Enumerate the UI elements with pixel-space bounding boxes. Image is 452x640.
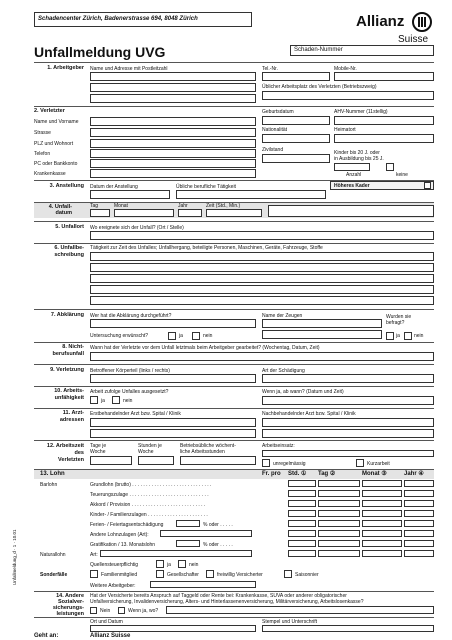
birthdate-field[interactable] [262,116,330,125]
s10-nein: nein [123,398,133,404]
s14-q2: Unfallversicherung, Invalidenversicherung, Alters- und Hinterlassenenversicherung, Militärversicherung, Arbeitslosenkasse? [90,599,364,605]
s14-label3: sicherungs- [52,605,84,611]
footer-to-label: Allianz Suisse [90,633,131,639]
civil-status-field[interactable] [262,154,330,163]
divider [34,386,434,387]
salary-cell[interactable] [288,490,316,497]
first-doctor-field-2[interactable] [90,429,256,438]
s12-label2: des [74,450,84,456]
s2-birth-label: Geburtsdatum [262,109,294,115]
claim-number-label: Schaden-Nummer [294,47,343,53]
accident-month-field[interactable] [114,209,174,217]
s11-label2: adressen [59,417,84,423]
s12-days1: Tage je [90,443,107,449]
salary-cell[interactable] [362,550,402,557]
s1-label: 1. Arbeitgeber [47,65,84,71]
accident-time-field[interactable] [206,209,262,217]
s1-mobile-label: Mobile-Nr. [334,66,357,72]
incapacity-no-checkbox[interactable] [112,396,120,404]
salary-cell[interactable] [362,490,402,497]
s2-children-label2: in Ausbildung bis 25 J. [334,156,384,162]
divider [34,221,434,222]
s12-short: Kurzarbeit [367,461,390,467]
divider [34,469,434,470]
s8-label2: berufsunfall [52,351,84,357]
salary-cell[interactable] [404,510,434,517]
s2-field-label: PLZ und Wohnort [34,141,74,147]
s13-special-label: Sonderfälle [40,572,68,578]
witness-field-2[interactable] [262,330,382,339]
s7-asked-ja: ja [396,333,400,339]
s13-row: Art: [90,552,98,558]
s2-civil-label: Zivilstand [262,147,284,153]
s12-plant1: Betriebsübliche wöchent- [180,443,236,449]
hours-per-week-field[interactable] [138,456,174,465]
s7-asked1: Wurden sie [386,314,412,320]
s10-when-label: Wenn ja, ab wann? (Datum und Zeit) [262,389,344,395]
s12-plant2: liche Arbeitsstunden [180,449,225,455]
salary-cell[interactable] [318,540,360,547]
s12-days2: Woche [90,449,106,455]
s12-label3: Verletzten [58,457,84,463]
s9-label: 9. Verletzung [50,367,84,373]
city-field[interactable] [90,139,256,148]
withholding-yes-checkbox[interactable] [156,560,164,568]
divider [34,342,434,343]
salary-cell[interactable] [404,530,434,537]
short-time-checkbox[interactable] [356,459,364,467]
employer-name-field-3[interactable] [90,94,256,103]
other-benefits-no-checkbox[interactable] [90,607,97,614]
voluntary-checkbox[interactable] [206,570,214,578]
investigator-field[interactable] [90,319,256,328]
witness-field-1[interactable] [262,319,382,328]
s3-job-label: Übliche berufliche Tätigkeit [176,184,236,190]
s13-ja: ja [167,562,171,568]
footer-place-label: Ort und Datum [90,619,123,625]
s13-col-year: Jahr ④ [404,471,424,477]
s7-asked-nein: nein [414,333,424,339]
salary-cell[interactable] [362,540,402,547]
s3-label: 3. Anstellung [49,183,84,189]
divider [34,106,434,107]
salary-cell[interactable] [318,520,360,527]
accident-year-field[interactable] [178,209,202,217]
salary-cell[interactable] [288,500,316,507]
salary-cell[interactable] [318,500,360,507]
name-field[interactable] [90,117,256,126]
salary-cell[interactable] [362,510,402,517]
place-date-field[interactable] [90,625,256,632]
street-field[interactable] [90,128,256,137]
s1-tel-label: Tel.-Nr. [262,66,278,72]
phone-field[interactable] [90,149,256,158]
s6-label2: schreibung [54,252,84,258]
exam-no-checkbox[interactable] [192,332,200,340]
children-count-field[interactable] [334,163,370,171]
s12-label1: 12. Arbeitszeit [46,443,84,449]
s13-bar-label: Barlohn [40,482,58,488]
s7-label: 7. Abklärung [50,312,84,318]
s13-row: Quellensteuerpflichtig [90,562,139,568]
s3-senior-label: Höheres Kader [334,183,370,189]
asked-no-checkbox[interactable] [404,332,412,340]
s14-label4: leistungen [56,611,84,617]
s14-label1: 14. Andere [56,593,84,599]
brand-sub: Suisse [398,34,429,45]
s13-vol: freiwillig Versicherter [217,572,263,578]
s13-natural-label: Naturallohn [40,552,66,558]
s10-question: Arbeit zufolge Unfalles ausgesetzt? [90,389,169,395]
withholding-no-checkbox[interactable] [178,560,186,568]
salary-cell[interactable] [404,480,434,487]
divider [34,62,434,63]
work-use-field[interactable] [262,450,434,457]
s13-row: Akkord / Provision . . . . . . . . . . . . . . . . . . . . . . . . . . . [90,502,206,508]
partner-checkbox[interactable] [156,570,164,578]
s13-fam: Familienmitglied [101,572,138,578]
vacation-percent-field[interactable] [176,520,200,527]
s7-question: Wer hat die Abklärung durchgeführt? [90,313,172,319]
s2-field-label: Strasse [34,130,51,136]
salary-cell[interactable] [288,510,316,517]
s2-field-label: Krankenkasse [34,171,66,177]
s13-row: Teuerungszulage . . . . . . . . . . . . . . . . . . . . . . . . . . . . . [90,492,209,498]
s13-nein: nein [189,562,199,568]
s13-col-day: Tag ② [318,471,336,477]
s2-none-label: keine [396,172,408,178]
s2-count-label: Anzahl [346,172,362,178]
divider [34,243,434,244]
s12-hours2: Woche [138,449,154,455]
s13-row: Grundlohn (brutto) . . . . . . . . . . . . . . . . . . . . . . . . . . . . . [90,482,212,488]
salary-cell[interactable] [318,510,360,517]
salary-cell[interactable] [288,520,316,527]
s13-col-month: Monat ③ [362,471,387,477]
brand-logo-text: Allianz [356,13,405,30]
s4-time-label: Zeit (Std., Min.) [206,203,241,209]
employer-name-field-1[interactable] [90,72,256,81]
incapacity-yes-checkbox[interactable] [90,396,98,404]
next-doctor-field-2[interactable] [262,429,434,438]
s9-part-label: Betroffener Körperteil (links / rechts) [90,368,170,374]
s13-row: Kinder- / Familienzulagen . . . . . . . . . . . . . . . . . . . . . . [90,512,208,518]
s2-ahv-label: AHV-Nummer (11stellig) [334,109,388,115]
salary-cell[interactable] [404,490,434,497]
salary-grid [262,480,434,580]
s13-row: Andere Lohnzulagen (Art): [90,532,149,538]
senior-management-checkbox[interactable] [424,182,431,189]
days-per-week-field[interactable] [90,456,132,465]
s4-label1: 4. Unfall- [48,204,72,210]
salary-cell[interactable] [318,480,360,487]
salary-cell[interactable] [404,500,434,507]
salary-cell[interactable] [288,480,316,487]
bonus-percent-field[interactable] [176,540,200,547]
s10-label2: unfähigkeit [54,395,84,401]
footer-sign-label: Stempel und Unterschrift [262,619,318,625]
description-field-2[interactable] [90,263,434,272]
s14-ja: Wenn ja, wo? [128,608,159,614]
description-field-5[interactable] [90,296,434,305]
s2-field-label: PC oder Bankkonto [34,161,78,167]
injury-type-field[interactable] [262,374,434,383]
brand-eagle-icon [412,12,432,32]
s7-wish-label: Untersuchung erwünscht? [90,333,149,339]
s13-label: 13. Lohn [40,471,65,477]
s10-ja: ja [101,398,105,404]
description-field-3[interactable] [90,274,434,283]
s14-label2: Sozialver- [58,599,84,605]
salary-cell[interactable] [288,550,316,557]
salary-cell[interactable] [318,550,360,557]
s5-question: Wo ereignete sich der Unfall? (Ort / Stelle) [90,225,184,231]
side-form-code: Unfallmeldung_d · 1 · 10.01 [12,529,17,585]
s3-since-label: Datum der Anstellung [90,184,138,190]
page-title: Unfallmeldung UVG [34,44,166,60]
s13-other: Weitere Arbeitgeber: [90,583,136,589]
body-part-field[interactable] [90,374,256,383]
s9-type-label: Art der Schädigung [262,368,305,374]
s13-seas: Saisonnier [295,572,319,578]
s13-row: Ferien- / Feiertagsentschädigung [90,522,164,528]
plant-hours-field[interactable] [180,456,256,465]
salary-cell[interactable] [318,530,360,537]
s1-usual-label: Üblicher Arbeitsplatz des Verletzten (Betriebszweig) [262,84,377,90]
accident-day-field[interactable] [90,209,110,217]
address-text: Schadencenter Zürich, Badenerstrasse 694, 8048 Zürich [38,16,198,22]
bank-field[interactable] [90,159,256,168]
hire-date-field[interactable] [90,190,170,199]
s2-field-label: Name und Vorname [34,119,79,125]
s14-nein: Nein [100,608,111,614]
divider [34,617,434,618]
s2-children-label: Kinder bis 20 J. oder [334,150,380,156]
s7-asked2: befragt? [386,320,405,326]
s2-label: 2. Verletzter [34,108,65,114]
asked-yes-checkbox[interactable] [386,332,394,340]
first-doctor-field-1[interactable] [90,418,256,427]
salary-cell[interactable] [318,490,360,497]
s13-row: Gratifikation / 13. Monatslohn [90,542,156,548]
s4-month-label: Monat [114,203,128,209]
incapacity-since-field[interactable] [262,396,434,405]
s11-first-label: Erstbehandelnder Arzt bzw. Spital / Klinik [90,411,181,417]
s4-day-label: Tag [90,203,99,209]
salary-cell[interactable] [288,530,316,537]
usual-workplace-field[interactable] [262,91,434,100]
signature-field[interactable] [262,625,434,632]
other-benefits-where-field[interactable] [166,606,434,614]
no-children-checkbox[interactable] [386,163,394,171]
s13-percent2: % oder . . . . . [203,542,233,548]
s14-q1: Hat der Versicherte bereits Anspruch auf Taggeld oder Rente bei: Krankenkasse, SUVA oder anderer obligatorischer [90,593,347,599]
divider [34,364,434,365]
s4-label2: datum [55,210,72,216]
employer-mobile-field[interactable] [334,72,434,81]
s13-col-hour: Std. ① [288,471,307,477]
s11-label1: 11. Arzt- [62,410,84,416]
salary-cell[interactable] [404,550,434,557]
family-member-checkbox[interactable] [90,570,98,578]
other-employer-field[interactable] [150,581,256,588]
salary-cell[interactable] [362,480,402,487]
s8-question: Wann hat der Verletzte vor dem Unfall letztmals beim Arbeitgeber gearbeitet? (Wochentag, Datum, Zeit) [90,345,320,351]
irregular-checkbox[interactable] [262,459,270,467]
s4-year-label: Jahr [178,203,188,209]
s8-label1: 8. Nicht- [62,344,84,350]
salary-cell[interactable] [362,520,402,527]
employer-tel-field[interactable] [262,72,330,81]
other-allowance-field[interactable] [160,530,252,537]
s6-question: Tätigkeit zur Zeit des Unfalles; Unfallhergang, beteiligte Personen, Maschinen, Geräte, Fahrzeuge, Stoffe [90,245,323,251]
s13-frpro: Fr. pro [262,471,281,477]
description-field-1[interactable] [90,252,434,261]
s2-nation-label: Nationalität [262,127,288,133]
salary-cell[interactable] [288,540,316,547]
usual-job-field[interactable] [176,190,326,199]
s13-percent: % oder . . . . . [203,522,233,528]
salary-cell[interactable] [362,500,402,507]
s2-field-label: Telefon [34,151,51,157]
hometown-field[interactable] [334,134,434,143]
salary-cell[interactable] [404,520,434,527]
s5-label: 5. Unfallort [55,224,84,230]
s7-witness-label: Name der Zeugen [262,313,303,319]
salary-cell[interactable] [362,530,402,537]
employer-name-field-2[interactable] [90,83,256,92]
next-doctor-field-1[interactable] [262,418,434,427]
nationality-field[interactable] [262,134,330,143]
s13-part: Gesellschafter [167,572,199,578]
s10-label1: 10. Arbeits- [54,388,84,394]
ahv-field[interactable] [334,116,434,125]
s6-label1: 6. Unfallbe- [54,245,84,251]
divider [34,408,434,409]
last-worked-field[interactable] [90,352,434,361]
health-insurance-field[interactable] [90,169,256,178]
s2-home-label: Heimatort [334,127,356,133]
divider [34,440,434,441]
accident-extra-field[interactable] [268,205,434,217]
s7-nein-label: nein [203,333,213,339]
description-field-4[interactable] [90,285,434,294]
s12-hours1: Stunden je [138,443,162,449]
accident-place-field[interactable] [90,231,434,240]
s7-ja-label: ja [179,333,183,339]
other-benefits-yes-checkbox[interactable] [118,607,125,614]
s12-use: Arbeitseinsatz: [262,443,295,449]
divider [34,309,434,310]
exam-yes-checkbox[interactable] [168,332,176,340]
s1-name-label: Name und Adresse mit Postleitzahl [90,66,168,72]
salary-cell[interactable] [404,540,434,547]
natural-kind-field[interactable] [100,550,252,557]
footer-goes-label: Geht an: [34,633,59,639]
divider [34,591,434,592]
s11-next-label: Nachbehandelnder Arzt bzw. Spital / Klinik [262,411,356,417]
s12-irregular: unregelmässig [273,461,306,467]
